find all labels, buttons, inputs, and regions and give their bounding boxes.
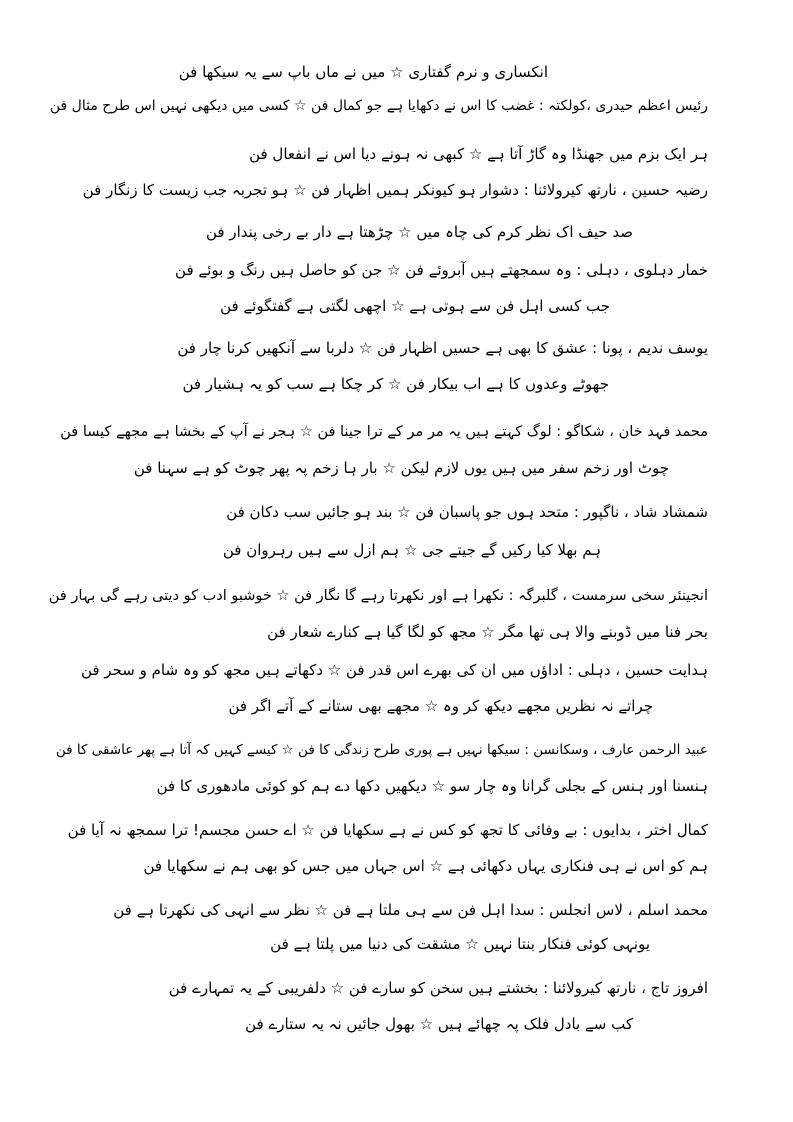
- text-line: ہدایت حسین ، دہلی : اداؤں میں ان کی بھرے اس قدر فن ☆ دکھاتے ہیں مجھ کو وہ شام و سحر فن: [80, 661, 708, 679]
- text-line: کمال اختر ، بدایوں : بے وفائی کا تجھ کو کس نے ہے سکھایا فن ☆ اے حسن مجسم! ترا سمجھ نہ آیا فن: [67, 821, 708, 839]
- text-line: ہم بھلا کیا رکیں گے جیتے جی ☆ ہم ازل سے ہیں رہروان فن: [222, 541, 601, 559]
- text-line: چراتے نہ نظریں مجھے دیکھ کر وہ ☆ مجھے بھی ستانے کے آتے اگر فن: [228, 697, 653, 715]
- text-line: خمار دہلوی ، دہلی : وہ سمجھتے ہیں آبروئے فن ☆ جن کو حاصل ہیں رنگ و بوئے فن: [175, 261, 708, 279]
- text-line: ہم کو اس نے ہی فنکاری یہاں دکھائی ہے ☆ اس جہاں میں جس کو بھی ہم نے سکھایا فن: [143, 857, 708, 875]
- text-line: کب سے بادل فلک پہ چھائے ہیں ☆ بھول جائیں نہ یہ ستارے فن: [245, 1015, 633, 1033]
- text-line: محمد فہد خان ، شکاگو : لوگ کہتے ہیں یہ مر مر کے ترا جینا فن ☆ ہجر نے آپ کے بخشا ہے مجھے کیسا فن: [60, 424, 708, 440]
- text-line: چوٹ اور زخم سفر میں ہیں یوں لازم لیکن ☆ بار ہا زخم پہ پھر چوٹ کو ہے سہنا فن: [133, 459, 669, 477]
- text-line: بحر فنا میں ڈوبنے والا ہی تھا مگر ☆ مجھ کو لگا گیا ہے کنارے شعار فن: [267, 623, 708, 641]
- text-line: جب کسی اہل فن سے ہوتی ہے ☆ اچھی لگتی ہے گفتگوئے فن: [220, 297, 610, 315]
- text-line: انجینئر سخی سرمست ، گلبرگہ : نکھرا ہے اور نکھرتا رہے گا نگار فن ☆ خوشبو ادب کو دیتی رہے گی بہار فن: [48, 588, 708, 604]
- text-line: رئیس اعظم حیدری ،کولکتہ : غضب کا اس نے دکھایا ہے جو کمال فن ☆ کسی میں دیکھی نہیں اس طرح مثال فن: [49, 98, 708, 114]
- text-line: انکساری و نرم گفتاری ☆ میں نے ماں باپ سے یہ سیکھا فن: [178, 63, 548, 81]
- text-line: افروز تاج ، نارتھ کیرولائنا : بخشتے ہیں سخن کو سارے فن ☆ دلفریبی کے یہ تمہارے فن: [168, 979, 708, 997]
- text-line: ہنسنا اور ہنس کے بجلی گرانا وہ چار سو ☆ دیکھیں دکھا دے ہم کو کوئی مادھوری کا فن: [156, 777, 708, 795]
- text-line: یونہی کوئی فنکار بنتا نہیں ☆ مشقت کی دنیا میں پلتا ہے فن: [270, 935, 650, 953]
- text-line: عبید الرحمن عارف ، وسکانسن : سیکھا نہیں ہے پوری طرح زندگی کا فن ☆ کیسے کہیں کہ آتا ہے پھر عاشقی کا فن: [55, 742, 708, 758]
- text-line: شمشاد شاد ، ناگپور : متحد ہوں جو پاسبان فن ☆ بند ہو جائیں سب دکان فن: [226, 503, 708, 521]
- text-line: ہر ایک بزم میں جھنڈا وہ گاڑ آتا ہے ☆ کبھی نہ ہونے دیا اس نے انفعال فن: [249, 145, 708, 163]
- text-line: صد حیف اک نظر کرم کی چاہ میں ☆ چڑھتا ہے دار بے رخی پندار فن: [206, 223, 633, 241]
- text-line: یوسف ندیم ، پونا : عشق کا بھی ہے حسیں اظہار فن ☆ دلربا سے آنکھیں کرنا چار فن: [177, 339, 708, 357]
- text-line: رضیہ حسین ، نارتھ کیرولائنا : دشوار ہو کیونکر ہمیں اظہار فن ☆ ہو تجربہ جب زیست کا زنگار فن: [82, 181, 708, 199]
- text-line: محمد اسلم ، لاس انجلس : سدا اہل فن سے ہی ملتا ہے فن ☆ نظر سے انہی کی نکھرتا ہے فن: [113, 901, 708, 919]
- text-line: جھوٹے وعدوں کا ہے اب بیکار فن ☆ کر چکا ہے سب کو یہ ہشیار فن: [182, 375, 609, 393]
